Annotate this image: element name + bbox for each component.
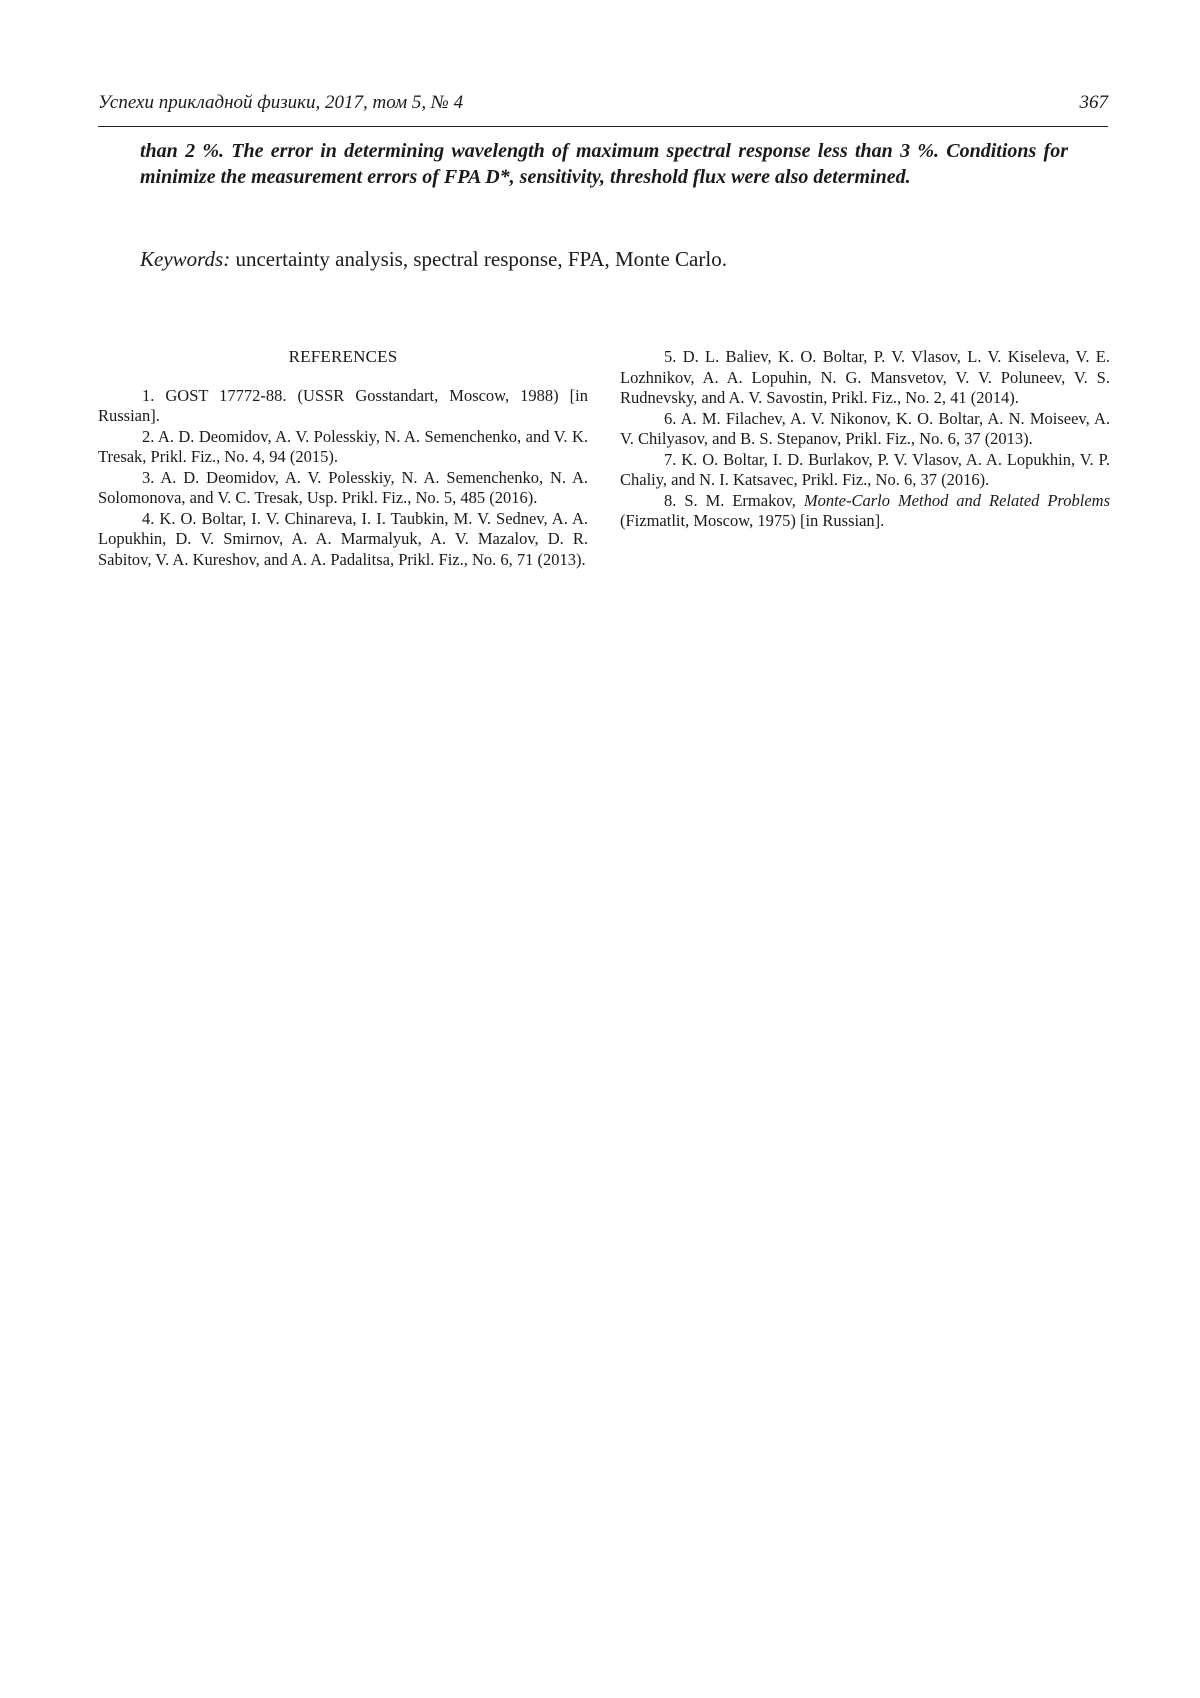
reference-item [620, 347, 1110, 409]
reference-text: A. D. Deomidov, A. V. Polesskiy, N. A. Semenchenko, and V. K. Tresak, Prikl. Fiz., No. 4, 94 (2015). [98, 426, 588, 466]
reference-number: 2. [142, 426, 155, 446]
page-number: 367 [1079, 92, 1108, 113]
reference-number: 8. [664, 490, 677, 510]
reference-number: 5. [664, 347, 677, 366]
reference-item [98, 427, 588, 468]
references-heading: REFERENCES [288, 347, 398, 366]
reference-number: 3. [142, 467, 155, 487]
keywords-label: Keywords: [140, 247, 231, 271]
reference-item [620, 450, 1110, 491]
reference-text: K. O. Boltar, I. D. Burlakov, P. V. Vlasov, A. A. Lopukhin, V. P. Chaliy, and N. I. Katsavec, Prikl. Fiz., No. 6, 37 (2016). [620, 449, 1110, 489]
reference-text: D. L. Baliev, K. O. Boltar, P. V. Vlasov, L. V. Kiseleva, V. E. Lozhnikov, A. A. Lopuhin, N. G. Mansvetov, V. V. Poluneev, V. S. Rudnevsky, and A. V. Savostin, Prikl. Fiz., No. 2, 41 (2014). [620, 347, 1110, 407]
reference-number: 6. [664, 408, 677, 428]
keywords-text: uncertainty analysis, spectral response, FPA, Monte Carlo. [230, 247, 727, 271]
reference-number: 1. [142, 385, 155, 405]
references-column-left [98, 347, 588, 570]
reference-text-before: S. M. Ermakov, [676, 490, 804, 510]
keywords [140, 246, 1068, 272]
reference-item [98, 509, 588, 571]
reference-number: 7. [664, 449, 677, 469]
reference-text: A. M. Filachev, A. V. Nikonov, K. O. Boltar, A. N. Moiseev, A. V. Chilyasov, and B. S. Stepanov, Prikl. Fiz., No. 6, 37 (2013). [620, 408, 1110, 448]
reference-text: GOST 17772-88. (USSR Gosstandart, Moscow, 1988) [in Russian]. [98, 385, 588, 425]
running-head [98, 92, 1108, 116]
journal-title: Успехи прикладной физики, 2017, том 5, № 4 [98, 92, 464, 113]
reference-text: A. D. Deomidov, A. V. Polesskiy, N. A. Semenchenko, N. A. Solomonova, and V. C. Tresak, Usp. Prikl. Fiz., No. 5, 485 (2016). [98, 467, 588, 507]
reference-item [620, 409, 1110, 450]
reference-text-after: (Fizmatlit, Moscow, 1975) [in Russian]. [620, 511, 885, 530]
reference-item [620, 491, 1110, 532]
header-divider [98, 126, 1108, 127]
reference-item [98, 386, 588, 427]
reference-item [98, 468, 588, 509]
abstract-text: than 2 %. The error in determining wavelength of maximum spectral response less than 3 %. Conditions for minimize the measurement errors of FPA D*, sensitivity, threshold flux were also determined. [140, 140, 1068, 188]
references-column-right [620, 347, 1110, 532]
reference-text: K. O. Boltar, I. V. Chinareva, I. I. Taubkin, M. V. Sednev, A. A. Lopukhin, D. V. Smirnov, A. A. Marmalyuk, A. V. Mazalov, D. R. Sabitov, V. A. Kureshov, and A. A. Padalitsa, Prikl. Fiz., No. 6, 71 (2013). [98, 508, 588, 569]
reference-number: 4. [142, 508, 155, 528]
reference-book-title: Monte-Carlo Method and Related Problems [803, 490, 1110, 510]
